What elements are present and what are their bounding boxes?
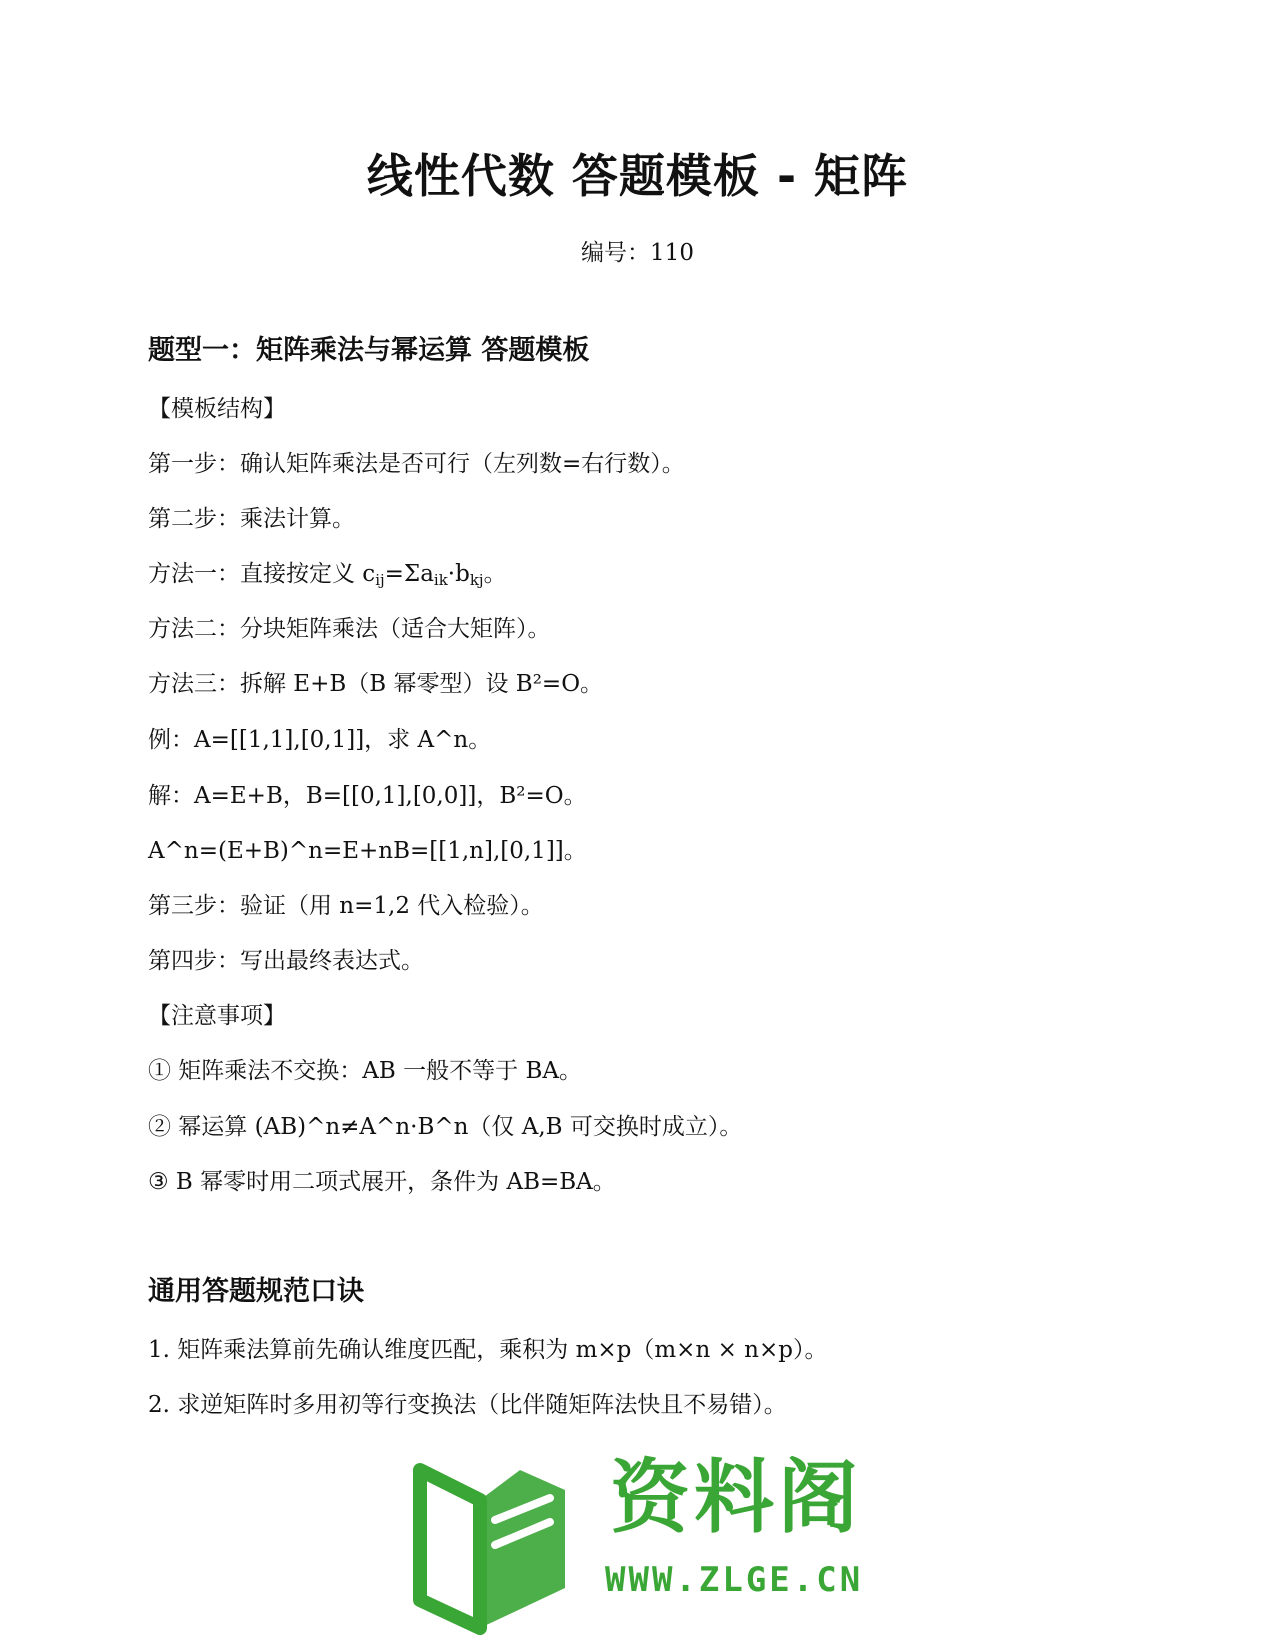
- step2-text: 第二步：乘法计算。: [148, 506, 355, 532]
- example-text: 例：A=[[1,1],[0,1]]，求 A^n。: [148, 727, 492, 753]
- step4-text: 第四步：写出最终表达式。: [148, 948, 424, 974]
- section2-heading: 通用答题规范口诀: [148, 1276, 364, 1307]
- method3-text: 方法三：拆解 E+B（B 幂零型）设 B²=O。: [148, 671, 604, 697]
- book-logo-icon: [400, 1450, 600, 1640]
- solution-line-2: A^n=(E+B)^n=E+nB=[[1,n],[0,1]]。: [148, 838, 587, 864]
- solution-line-1: 解：A=E+B，B=[[0,1],[0,0]]，B²=O。: [148, 783, 587, 809]
- step1-text: 第一步：确认矩阵乘法是否可行（左列数=右行数）。: [148, 451, 685, 477]
- notes-label: 【注意事项】: [148, 1003, 286, 1029]
- rule-item-2: 2. 求逆矩阵时多用初等行变换法（比伴随矩阵法快且不易错）。: [148, 1392, 787, 1418]
- method2-text: 方法二：分块矩阵乘法（适合大矩阵）。: [148, 616, 551, 642]
- page-title: 线性代数 答题模板 - 矩阵: [366, 149, 909, 203]
- serial-number: 编号：110: [581, 240, 694, 266]
- watermark: [400, 1450, 870, 1640]
- method1-text: 方法一：直接按定义 $c_{ij}=\Sigma a_{ik}\cdot b_{kj}$。: [148, 561, 507, 589]
- watermark-name: 资料阁: [610, 1451, 862, 1544]
- section1-heading: 题型一：矩阵乘法与幂运算 答题模板: [148, 335, 590, 366]
- step3-text: 第三步：验证（用 n=1,2 代入检验）。: [148, 893, 544, 919]
- watermark-url: WWW.ZLGE.CN: [605, 1560, 864, 1600]
- note-3: ③ B 幂零时用二项式展开，条件为 AB=BA。: [148, 1169, 616, 1195]
- structure-label: 【模板结构】: [148, 396, 286, 422]
- note-1: ① 矩阵乘法不交换：AB 一般不等于 BA。: [148, 1058, 582, 1084]
- rule-item-1: 1. 矩阵乘法算前先确认维度匹配，乘积为 m×p（m×n × n×p）。: [148, 1337, 828, 1363]
- note-2: ② 幂运算 (AB)^n≠A^n·B^n（仅 A,B 可交换时成立）。: [148, 1114, 743, 1140]
